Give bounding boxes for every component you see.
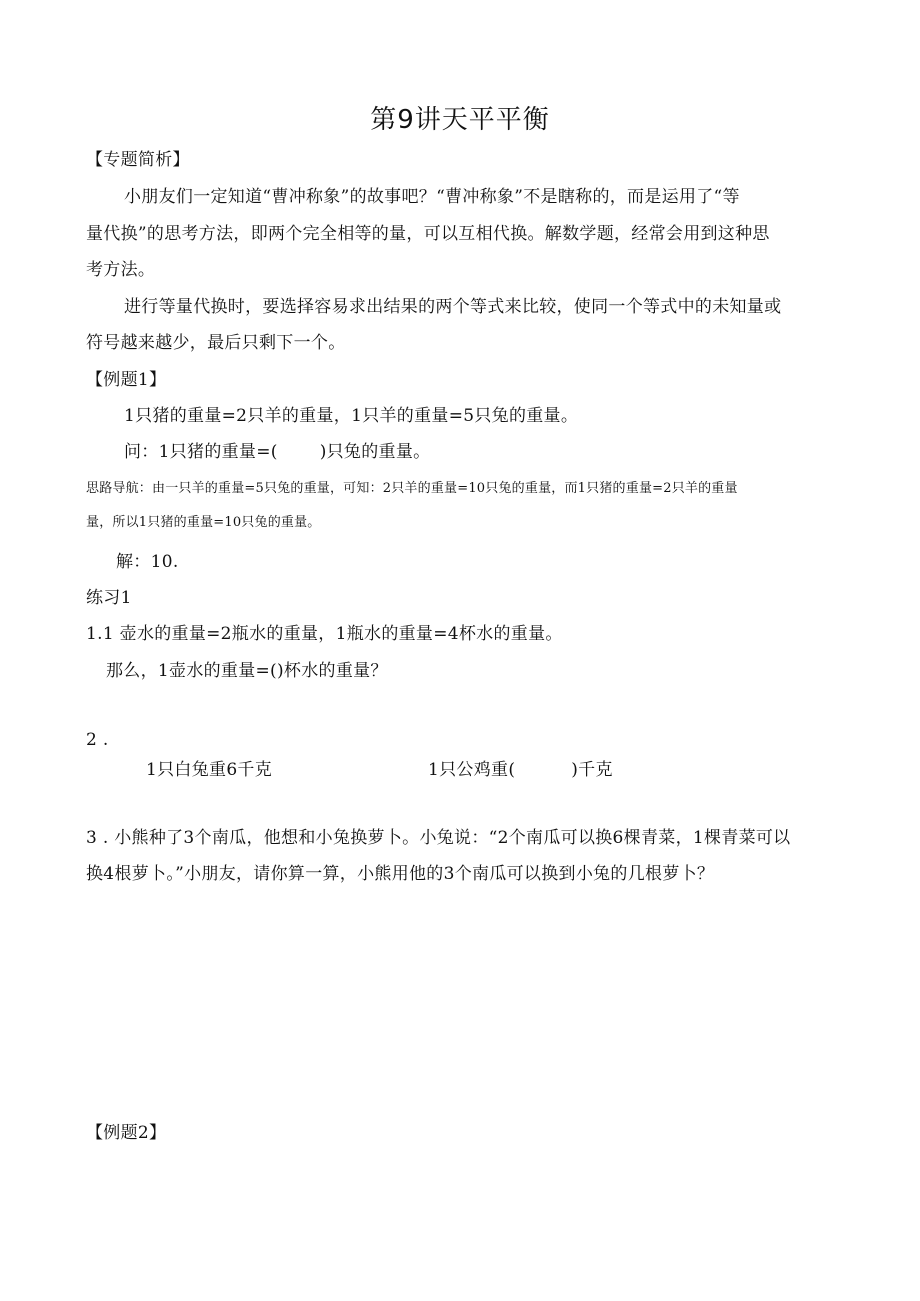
intro-paragraph-1-line-1: 小朋友们一定知道“曹冲称象”的故事吧？“曹冲称象”不是瞎称的，而是运用了“等 — [124, 187, 740, 207]
intro-paragraph-2-line-1: 进行等量代换时，要选择容易求出结果的两个等式来比较，使同一个等式中的未知量或 — [124, 297, 782, 317]
practice-1-question-3-line-2: 换4根萝卜。”小朋友，请你算一算，小熊用他的3个南瓜可以换到小兔的几根萝卜？ — [86, 864, 715, 884]
page-title: 第9讲天平平衡 — [370, 105, 550, 135]
practice-1-question-2-right-end: )千克 — [571, 760, 613, 780]
example-1-statement: 1只猪的重量=2只羊的重量，1只羊的重量=5只兔的重量。 — [124, 406, 579, 426]
section-heading-analysis: 【专题简析】 — [86, 150, 190, 170]
practice-1-question-2-right-start: 1只公鸡重( — [428, 760, 516, 780]
practice-1-question-1-line-2: 那么，1壶水的重量=()杯水的重量？ — [106, 661, 388, 681]
section-heading-example-1: 【例题1】 — [86, 370, 167, 390]
example-1-hint-line-2: 量，所以1只猪的重量=10只兔的重量。 — [86, 515, 321, 530]
practice-1-question-2-left: 1只白兔重6千克 — [146, 760, 273, 780]
example-1-question-start: 问：1只猪的重量=( — [124, 442, 278, 462]
example-1-answer: 解：10. — [116, 552, 179, 572]
practice-1-question-1-line-1: 1.1 壶水的重量=2瓶水的重量，1瓶水的重量=4杯水的重量。 — [86, 624, 563, 644]
practice-1-question-2-number: 2 . — [86, 730, 109, 750]
practice-1-question-2-right — [428, 758, 613, 782]
example-1-question — [124, 440, 430, 464]
intro-paragraph-1-line-3: 考方法。 — [86, 260, 156, 280]
section-heading-example-2: 【例题2】 — [86, 1123, 167, 1143]
example-1-hint-line-1: 思路导航：由一只羊的重量=5只兔的重量，可知：2只羊的重量=10只兔的重量，而1只猪的重量=2只羊的重量 — [86, 481, 738, 496]
intro-paragraph-2-line-2: 符号越来越少，最后只剩下一个。 — [86, 333, 346, 353]
example-1-question-end: )只兔的重量。 — [319, 442, 431, 462]
section-heading-practice-1: 练习1 — [86, 588, 132, 608]
intro-paragraph-1-line-2: 量代换”的思考方法，即两个完全相等的量，可以互相代换。解数学题，经常会用到这种思 — [86, 224, 770, 244]
practice-1-question-3-line-1: 3 . 小熊种了3个南瓜，他想和小兔换萝卜。小兔说：“2个南瓜可以换6棵青菜，1棵青菜可以 — [86, 828, 791, 848]
